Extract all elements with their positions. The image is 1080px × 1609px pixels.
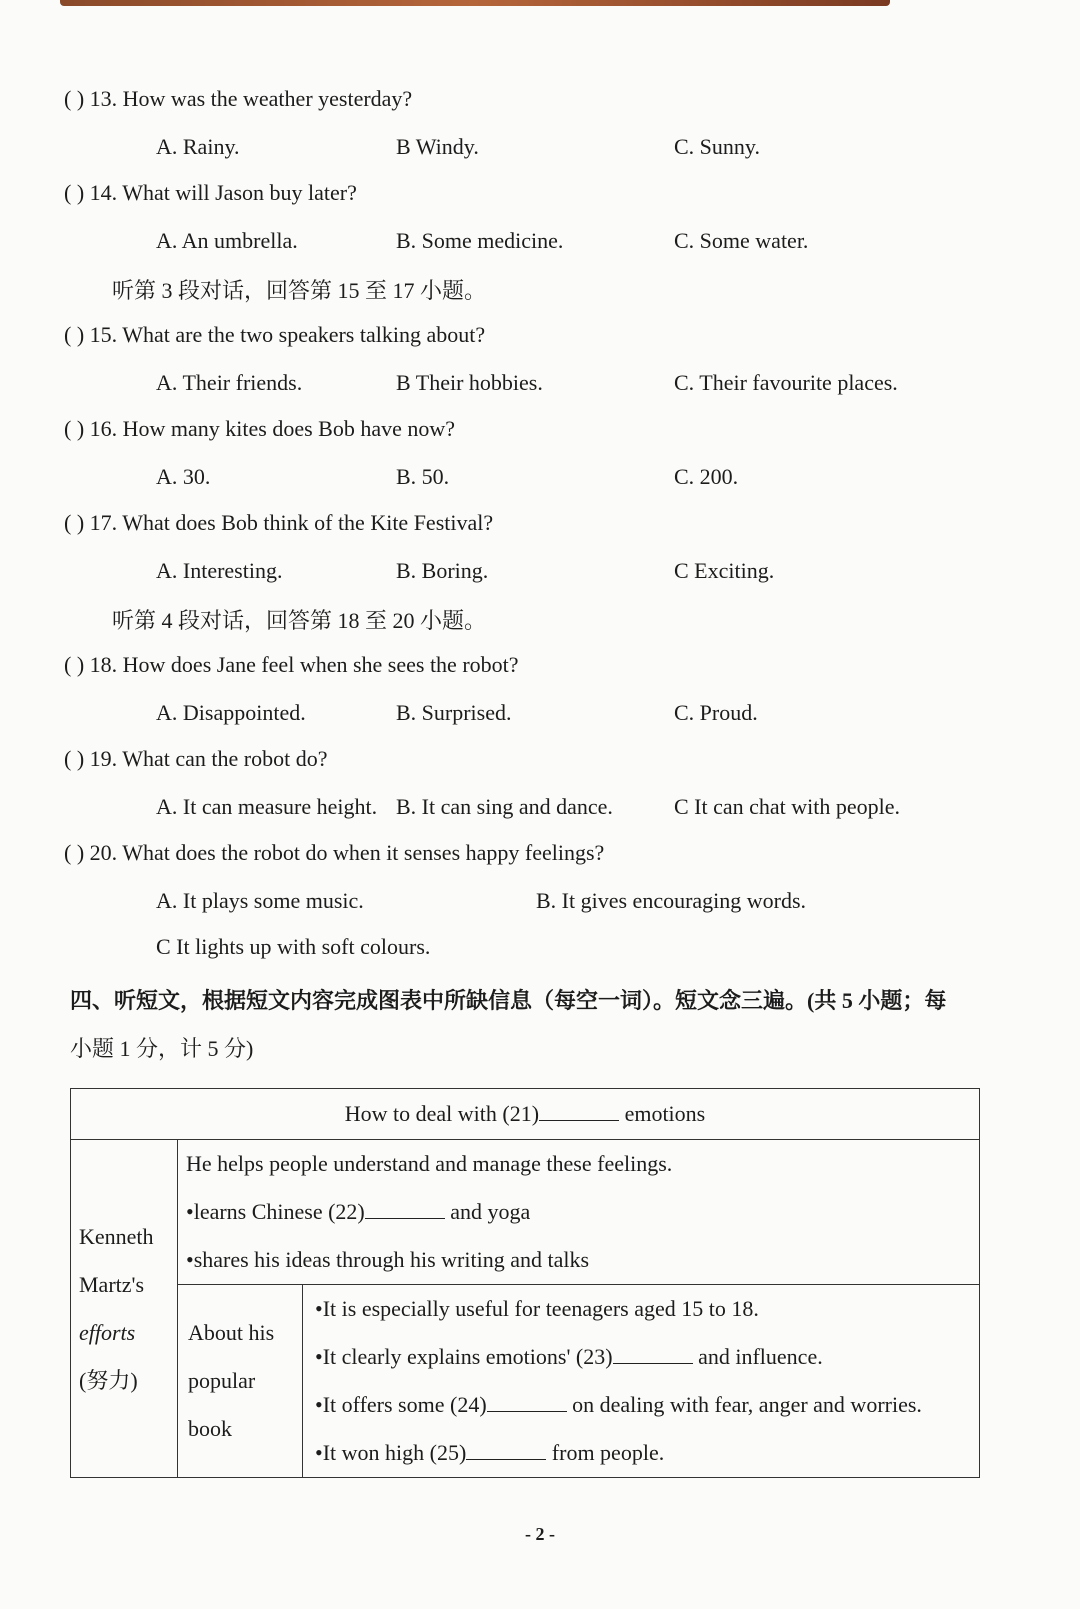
effort-row-2-text: •learns Chinese (22) bbox=[186, 1199, 365, 1224]
effort-row-2 bbox=[178, 1188, 979, 1236]
left-label-3: efforts bbox=[79, 1319, 136, 1345]
part3-instruction: 听第 3 段对话，回答第 15 至 17 小题。 bbox=[112, 278, 487, 303]
q13-option-c: C. Sunny. bbox=[674, 134, 760, 159]
question-17: ( ) 17. What does Bob think of the Kite Festival? bbox=[64, 510, 494, 535]
q16-option-a: A. 30. bbox=[156, 464, 211, 489]
section4-heading: 四、听短文，根据短文内容完成图表中所缺信息（每空一词）。短文念三遍。(共 5 小题；每 bbox=[70, 988, 947, 1013]
left-label-4: (努力) bbox=[79, 1367, 138, 1393]
q19-option-b: B. It can sing and dance. bbox=[396, 794, 613, 819]
table-title-pre: How to deal with (21) bbox=[344, 1101, 540, 1126]
q17-option-a: A. Interesting. bbox=[156, 558, 283, 583]
book-label-2: popular bbox=[188, 1368, 256, 1393]
blank-25 bbox=[466, 1441, 546, 1460]
book-row-1 bbox=[307, 1285, 979, 1333]
part4-instruction: 听第 4 段对话，回答第 18 至 20 小题。 bbox=[112, 608, 487, 633]
book-row-3-text: •It offers some (24) bbox=[315, 1392, 487, 1417]
book-row-2 bbox=[307, 1333, 979, 1381]
book-row-4-text: •It won high (25) bbox=[315, 1440, 467, 1465]
book-row-3-post: on dealing with fear, anger and worries. bbox=[572, 1392, 922, 1417]
page-number: - 2 - bbox=[525, 1524, 555, 1544]
q13-option-a: A. Rainy. bbox=[156, 134, 240, 159]
q18-option-a: A. Disappointed. bbox=[156, 700, 306, 725]
left-label-2: Martz's bbox=[79, 1271, 145, 1297]
q14-option-a: A. An umbrella. bbox=[156, 228, 298, 253]
book-row-2-text: •It clearly explains emotions' (23) bbox=[315, 1344, 613, 1369]
q20-option-b: B. It gives encouraging words. bbox=[536, 888, 807, 913]
q15-option-a: A. Their friends. bbox=[156, 370, 303, 395]
book-row-3 bbox=[307, 1381, 979, 1429]
q14-option-c: C. Some water. bbox=[674, 228, 809, 253]
table-title-post: emotions bbox=[624, 1101, 706, 1126]
book-row-2-post: and influence. bbox=[698, 1344, 823, 1369]
book-rows bbox=[303, 1285, 980, 1478]
top-edge-band bbox=[60, 0, 890, 6]
book-label-3: book bbox=[188, 1416, 232, 1441]
q14-option-b: B. Some medicine. bbox=[396, 228, 564, 253]
book-row-4-post: from people. bbox=[551, 1440, 665, 1465]
blank-23 bbox=[613, 1345, 693, 1364]
question-13: ( ) 13. How was the weather yesterday? bbox=[64, 86, 413, 111]
book-row-4 bbox=[307, 1429, 979, 1477]
question-18: ( ) 18. How does Jane feel when she sees the robot? bbox=[64, 652, 519, 677]
question-15: ( ) 15. What are the two speakers talking about? bbox=[64, 322, 486, 347]
left-label-cell bbox=[71, 1140, 178, 1478]
q20-option-a: A. It plays some music. bbox=[156, 888, 364, 913]
effort-row-3-text: •shares his ideas through his writing and talks bbox=[186, 1247, 590, 1272]
q19-option-c: C It can chat with people. bbox=[674, 794, 901, 819]
q19-option-a: A. It can measure height. bbox=[156, 794, 378, 819]
q18-option-b: B. Surprised. bbox=[396, 700, 512, 725]
blank-24 bbox=[487, 1393, 567, 1412]
question-16: ( ) 16. How many kites does Bob have now? bbox=[64, 416, 456, 441]
left-label-1: Kenneth bbox=[79, 1223, 154, 1249]
book-label-cell bbox=[178, 1285, 303, 1478]
question-14: ( ) 14. What will Jason buy later? bbox=[64, 180, 357, 205]
book-label-1: About his bbox=[188, 1320, 275, 1345]
question-20: ( ) 20. What does the robot do when it senses happy feelings? bbox=[64, 840, 605, 865]
section4-heading-line2: 小题 1 分，计 5 分) bbox=[70, 1036, 254, 1061]
blank-21 bbox=[539, 1102, 619, 1121]
q16-option-b: B. 50. bbox=[396, 464, 450, 489]
table-title bbox=[71, 1089, 980, 1140]
q16-option-c: C. 200. bbox=[674, 464, 739, 489]
effort-row-3 bbox=[178, 1236, 979, 1284]
book-row-1-text: •It is especially useful for teenagers aged 15 to 18. bbox=[315, 1296, 759, 1321]
q15-option-b: B Their hobbies. bbox=[396, 370, 543, 395]
info-table bbox=[70, 1088, 980, 1478]
q17-option-c: C Exciting. bbox=[674, 558, 775, 583]
question-19: ( ) 19. What can the robot do? bbox=[64, 746, 328, 771]
blank-22 bbox=[365, 1200, 445, 1219]
q15-option-c: C. Their favourite places. bbox=[674, 370, 898, 395]
q20-option-c: C It lights up with soft colours. bbox=[156, 934, 431, 959]
q13-option-b: B Windy. bbox=[396, 134, 479, 159]
efforts-rows bbox=[178, 1140, 980, 1285]
q17-option-b: B. Boring. bbox=[396, 558, 489, 583]
effort-row-2-post: and yoga bbox=[450, 1199, 531, 1224]
effort-row-1-text: He helps people understand and manage these feelings. bbox=[186, 1151, 673, 1176]
effort-row-1 bbox=[178, 1140, 979, 1188]
q18-option-c: C. Proud. bbox=[674, 700, 758, 725]
